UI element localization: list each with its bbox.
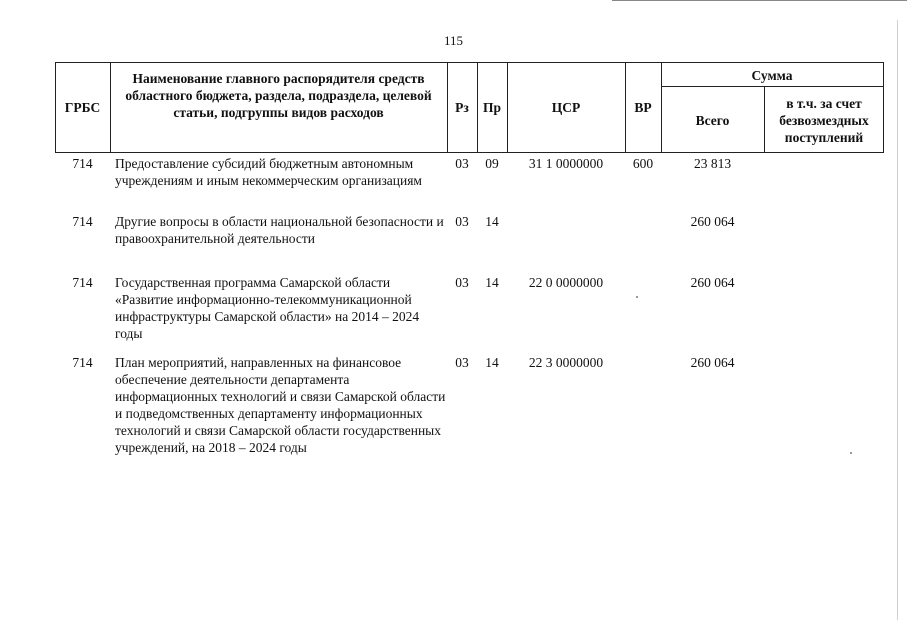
row-pr: 09 — [485, 156, 499, 171]
row-grbs: 714 — [72, 275, 93, 290]
col-line-right — [883, 62, 884, 153]
col-line-total — [764, 86, 765, 153]
col-line-grbs — [110, 62, 111, 153]
row-total: 260 064 — [690, 275, 735, 290]
row-name: План мероприятий, направленных на финансовое обеспечение деятельности департамента информационных технологий и связи Самарской области и подведомственных департаменту информационных технологий и связи Самарской области государственных учреждений, на 2018 – 2024 годы — [115, 355, 446, 455]
row-csr: 31 1 0000000 — [528, 156, 604, 171]
row-total: 23 813 — [693, 156, 732, 171]
row-grbs: 714 — [72, 156, 93, 171]
header-csr: ЦСР — [551, 100, 581, 115]
header-name: Наименование главного распорядителя средств областного бюджета, раздела, подраздела, целевой статьи, подгруппы видов расходов — [125, 71, 432, 120]
row-name: Государственная программа Самарской области «Развитие информационно-телекоммуникационной инфраструктуры Самарской области» на 2014 – 2024 годы — [115, 275, 420, 341]
scan-speck — [636, 296, 638, 298]
header-bottom-border — [55, 152, 884, 153]
header-rz: Рз — [455, 100, 469, 115]
header-sum: Сумма — [751, 68, 793, 83]
scan-edge-line — [612, 0, 907, 1]
page-number: 115 — [443, 33, 464, 48]
scan-speck — [850, 452, 852, 454]
row-pr: 14 — [485, 275, 499, 290]
row-csr: 22 0 0000000 — [528, 275, 604, 290]
header-vr: ВР — [634, 100, 652, 115]
row-grbs: 714 — [72, 355, 93, 370]
scan-right-edge — [897, 20, 898, 620]
row-name: Предоставление субсидий бюджетным автономным учреждениям и иным некоммерческим организациям — [115, 156, 422, 188]
row-rz: 03 — [455, 156, 469, 171]
row-pr: 14 — [485, 214, 499, 229]
row-rz: 03 — [455, 355, 469, 370]
header-grbs: ГРБС — [64, 100, 101, 115]
sum-subheader-border — [661, 86, 884, 87]
row-grbs: 714 — [72, 214, 93, 229]
header-grants: в т.ч. за счет безвозмездных поступлений — [779, 96, 869, 145]
row-vr: 600 — [632, 156, 654, 171]
header-pr: Пр — [482, 100, 501, 115]
row-rz: 03 — [455, 275, 469, 290]
table-top-border — [55, 62, 884, 63]
row-total: 260 064 — [690, 214, 735, 229]
row-rz: 03 — [455, 214, 469, 229]
header-total: Всего — [695, 113, 730, 128]
row-total: 260 064 — [690, 355, 735, 370]
row-csr: 22 3 0000000 — [528, 355, 604, 370]
row-name: Другие вопросы в области национальной безопасности и правоохранительной деятельности — [115, 214, 444, 246]
row-pr: 14 — [485, 355, 499, 370]
